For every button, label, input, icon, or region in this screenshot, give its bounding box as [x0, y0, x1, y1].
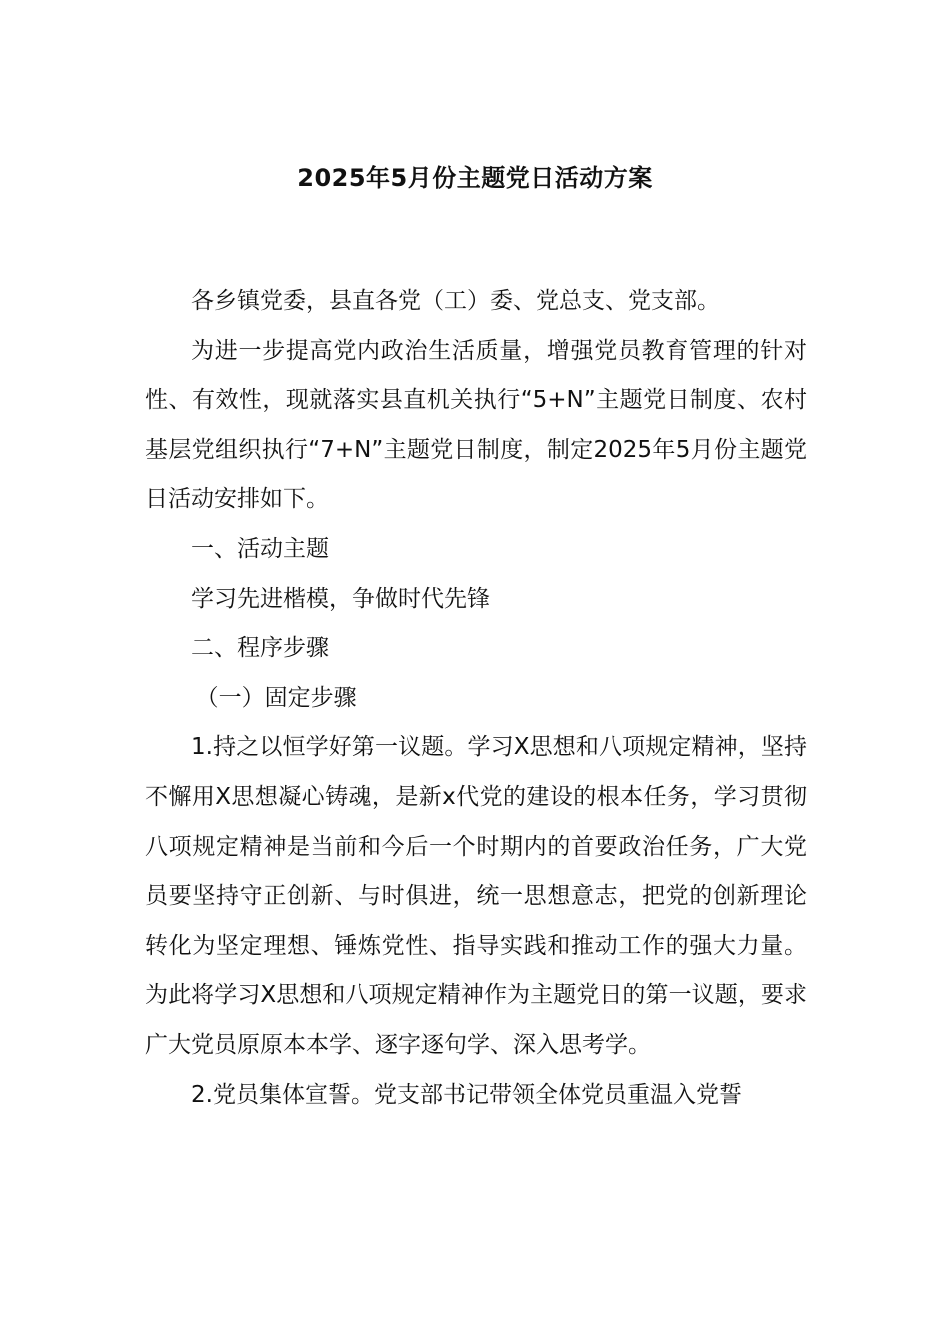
theme-text: 学习先进楷模，争做时代先锋 [191, 585, 490, 612]
section-heading-theme: 一、活动主题 [191, 535, 329, 562]
step-2-paragraph: 2.党员集体宣誓。党支部书记带领全体党员重温入党誓 [191, 1081, 742, 1108]
intro-paragraph: 为进一步提高党内政治生活质量，增强党员教育管理的针对性、有效性，现就落实县直机关执行“5+N”主题党日制度、农村基层党组织执行“7+N”主题党日制度，制定2025年5月份主题党日活动安排如下。 [145, 337, 807, 513]
section-heading-steps: 二、程序步骤 [191, 635, 329, 662]
step-1-paragraph: 1.持之以恒学好第一议题。学习X思想和八项规定精神，坚持不懈用X思想凝心铸魂，是新x代党的建设的根本任务，学习贯彻八项规定精神是当前和今后一个时期内的首要政治任务，广大党员要坚持守正创新、与时俱进，统一思想意志，把党的创新理论转化为坚定理想、锤炼党性、指导实践和推动工作的强大力量。为此将学习X思想和八项规定精神作为主题党日的第一议题，要求广大党员原原本本学、逐字逐句学、深入思考学。 [145, 734, 807, 1058]
subsection-heading-fixed-steps: （一）固定步骤 [195, 684, 357, 711]
document-title: 2025年5月份主题党日活动方案 [297, 164, 653, 192]
document-body [145, 277, 807, 1120]
salutation-paragraph: 各乡镇党委，县直各党（工）委、党总支、党支部。 [191, 288, 720, 314]
